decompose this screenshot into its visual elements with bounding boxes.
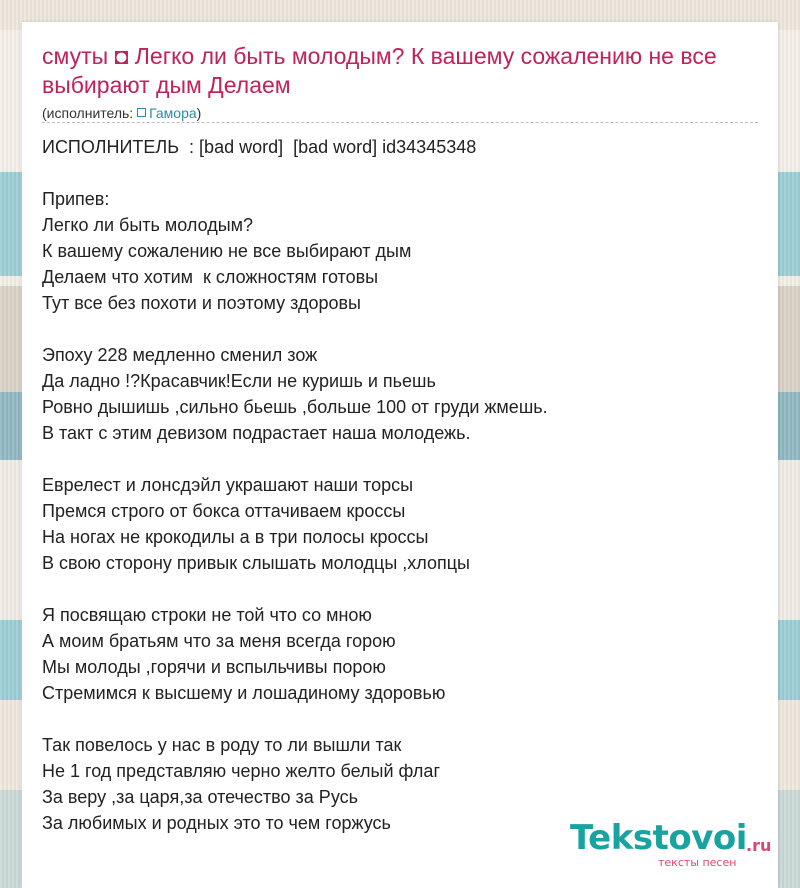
- logo-tagline: тексты песен: [658, 856, 737, 869]
- lyric-line: Так повелось у нас в роду то ли вышли так: [42, 735, 402, 755]
- lyric-line: За любимых и родных это то чем горжусь: [42, 813, 391, 833]
- logo-name: Tekstovoi: [570, 818, 747, 858]
- lyric-line: ИСПОЛНИТЕЛЬ : [bad word] [bad word] id34345348: [42, 137, 477, 157]
- lyric-line: Я посвящаю строки не той что со мною: [42, 605, 372, 625]
- lyric-line: Эпоху 228 медленно сменил зож: [42, 345, 318, 365]
- lyrics-body: [42, 134, 758, 836]
- lyric-line: [42, 160, 758, 186]
- lyric-line: [42, 446, 758, 472]
- lyrics-card: [22, 22, 778, 888]
- lyric-line: Не 1 год представляю черно желто белый флаг: [42, 761, 441, 781]
- dashed-divider: [42, 122, 758, 123]
- song-title: смуты ◘ Легко ли быть молодым? К вашему сожалению не все выбирают дым Делаем: [42, 43, 717, 98]
- lyric-line: За веру ,за царя,за отечество за Русь: [42, 787, 358, 807]
- lyric-line: Легко ли быть молодым?: [42, 215, 254, 235]
- lyric-line: В свою сторону привык слышать молодцы ,хлопцы: [42, 553, 470, 573]
- performer-link[interactable]: [137, 105, 197, 121]
- site-logo[interactable]: [570, 818, 780, 868]
- lyric-line: В такт с этим девизом подрастает наша молодежь.: [42, 423, 471, 443]
- lyric-line: А моим братьям что за меня всегда горою: [42, 631, 396, 651]
- lyric-line: [42, 706, 758, 732]
- lyric-line: Делаем что хотим к сложностям готовы: [42, 267, 379, 287]
- lyric-line: [42, 576, 758, 602]
- lyric-line: На ногах не крокодилы а в три полосы кроссы: [42, 527, 429, 547]
- lyric-line: К вашему сожалению не все выбирают дым: [42, 241, 412, 261]
- lyric-line: Ровно дышишь ,сильно бьешь ,больше 100 от груди жмешь.: [42, 397, 548, 417]
- performer-line: [42, 104, 201, 122]
- logo-tld: .ru: [746, 836, 772, 855]
- performer-prefix: (исполнитель:: [42, 105, 134, 121]
- lyric-line: Стремимся к высшему и лошадиному здоровью: [42, 683, 446, 703]
- lyric-line: [42, 316, 758, 342]
- lyric-line: Мы молоды ,горячи и вспыльчивы порою: [42, 657, 386, 677]
- lyric-line: Припев:: [42, 189, 110, 209]
- square-bullet-icon: [137, 108, 146, 117]
- lyric-line: Да ладно !?Красавчик!Если не куришь и пьешь: [42, 371, 436, 391]
- performer-name: Гамора: [149, 105, 197, 121]
- lyric-line: Еврелест и лонсдэйл украшают наши торсы: [42, 475, 414, 495]
- lyric-line: Тут все без похоти и поэтому здоровы: [42, 293, 361, 313]
- performer-suffix: ): [196, 105, 202, 121]
- lyric-line: Премся строго от бокса оттачиваем кроссы: [42, 501, 406, 521]
